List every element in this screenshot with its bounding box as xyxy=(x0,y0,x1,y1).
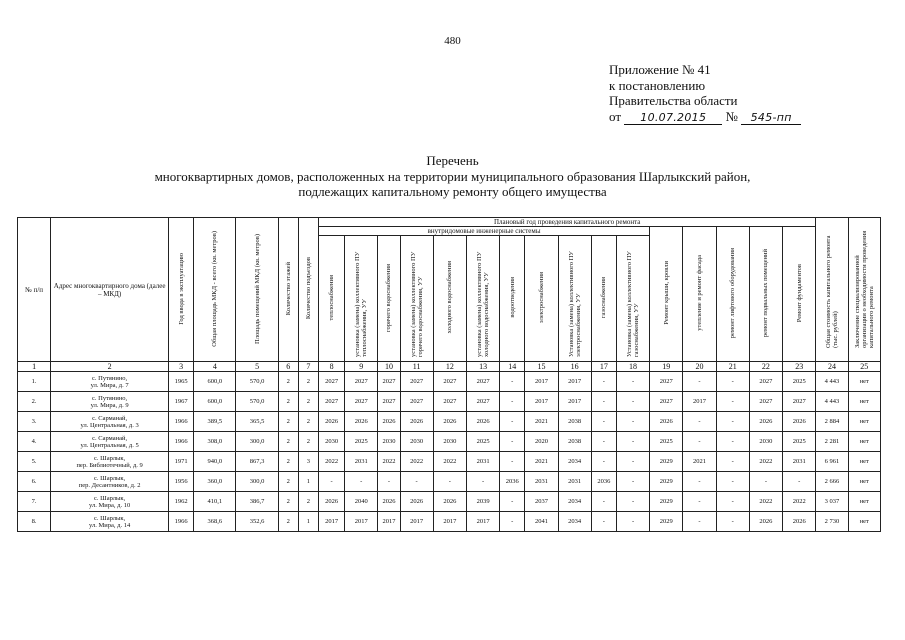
header-system: Установка (замена) коллективного ПУ электроснабжения, УУ xyxy=(558,236,591,362)
table-cell: 2027 xyxy=(318,392,344,412)
table-cell: 2021 xyxy=(683,452,716,472)
table-cell: - xyxy=(616,412,649,432)
table-cell: нет xyxy=(848,412,880,432)
address-settlement: с. Шарлык, xyxy=(94,514,126,522)
address-street: ул. Мира, д. 9 xyxy=(90,401,129,409)
table-cell: 2040 xyxy=(345,492,378,512)
row-address xyxy=(51,472,169,492)
address-street: ул. Центральная, д. 3 xyxy=(80,421,139,429)
table-cell: 2027 xyxy=(345,372,378,392)
table-cell: - xyxy=(378,472,400,492)
table-cell: - xyxy=(591,432,616,452)
appendix-title: Приложение № 41 xyxy=(609,62,711,77)
column-number: 13 xyxy=(466,362,499,372)
table-cell: 1966 xyxy=(169,412,194,432)
table-cell: 2031 xyxy=(525,472,558,492)
table-cell: 2017 xyxy=(466,512,499,532)
table-cell: - xyxy=(616,512,649,532)
table-cell: - xyxy=(716,392,749,412)
row-address xyxy=(51,452,169,472)
table-row xyxy=(18,392,881,412)
row-address xyxy=(51,372,169,392)
table-cell: - xyxy=(683,512,716,532)
table-cell: 867,3 xyxy=(236,452,278,472)
table-cell: 2 xyxy=(278,492,298,512)
row-number: 6. xyxy=(18,472,51,492)
table-cell: 308,0 xyxy=(194,432,236,452)
column-number: 12 xyxy=(433,362,466,372)
header-premises-area: Площадь помещений МКД (кв. метров) xyxy=(236,218,278,362)
table-cell: - xyxy=(683,472,716,492)
column-number: 11 xyxy=(400,362,433,372)
table-cell: 2021 xyxy=(525,452,558,472)
table-cell: 2025 xyxy=(650,432,683,452)
table-cell: 2017 xyxy=(433,512,466,532)
header-system: газоснабжения xyxy=(591,236,616,362)
table-cell: 365,5 xyxy=(236,412,278,432)
table-cell: - xyxy=(500,412,525,432)
table-cell: 2029 xyxy=(650,452,683,472)
table-cell: нет xyxy=(848,452,880,472)
table-cell: 2021 xyxy=(525,412,558,432)
row-number: 5. xyxy=(18,452,51,472)
table-cell: 2026 xyxy=(749,512,782,532)
column-number: 5 xyxy=(236,362,278,372)
table-cell: 368,6 xyxy=(194,512,236,532)
table-cell: 2022 xyxy=(749,492,782,512)
table-cell: - xyxy=(500,492,525,512)
table-cell: 2029 xyxy=(650,472,683,492)
column-number: 25 xyxy=(848,362,880,372)
table-cell: 410,1 xyxy=(194,492,236,512)
table-cell: 1956 xyxy=(169,472,194,492)
table-cell: нет xyxy=(848,432,880,452)
table-cell: 2 xyxy=(298,492,318,512)
table-cell: 2027 xyxy=(378,392,400,412)
title-line-2: многоквартирных домов, расположенных на территории муниципального образования Шарлыкский район, xyxy=(154,168,751,184)
table-cell: 2017 xyxy=(345,512,378,532)
table-cell: 2 884 xyxy=(816,412,848,432)
table-cell: 2037 xyxy=(525,492,558,512)
table-cell: 2041 xyxy=(525,512,558,532)
table-cell: 2027 xyxy=(466,392,499,412)
table-cell: - xyxy=(716,412,749,432)
table-cell: 2031 xyxy=(345,452,378,472)
column-number: 14 xyxy=(500,362,525,372)
column-number: 24 xyxy=(816,362,848,372)
table-row xyxy=(18,372,881,392)
table-cell: 389,5 xyxy=(194,412,236,432)
table-cell: - xyxy=(716,512,749,532)
table-row xyxy=(18,452,881,472)
table-cell: 2 xyxy=(278,392,298,412)
table-cell: 2027 xyxy=(400,372,433,392)
handwritten-number: 545-пп xyxy=(741,111,801,125)
table-cell: 4 443 xyxy=(816,372,848,392)
table-row xyxy=(18,412,881,432)
number-label: № xyxy=(725,108,738,124)
header-total-area: Общая площадь МКД - всего (кв. метров) xyxy=(194,218,236,362)
header-num: № п/п xyxy=(18,218,51,362)
address-settlement: с. Сарманай, xyxy=(92,434,128,442)
table-cell: 2 281 xyxy=(816,432,848,452)
header-facade: утепление и ремонт фасада xyxy=(683,227,716,362)
address-settlement: с. Шарлык, xyxy=(94,454,126,462)
column-number: 15 xyxy=(525,362,558,372)
table-cell: - xyxy=(433,472,466,492)
table-cell: 2030 xyxy=(378,432,400,452)
table-cell: 2026 xyxy=(345,412,378,432)
table-cell: - xyxy=(683,372,716,392)
table-cell: 2026 xyxy=(650,412,683,432)
table-cell: 2027 xyxy=(433,372,466,392)
row-number: 7. xyxy=(18,492,51,512)
header-planned-year: Плановый год проведения капитального ремонта xyxy=(318,218,815,227)
table-cell: - xyxy=(716,472,749,492)
table-cell: - xyxy=(783,472,816,492)
table-cell: 2022 xyxy=(433,452,466,472)
table-cell: 2027 xyxy=(749,392,782,412)
table-cell: 2026 xyxy=(433,412,466,432)
row-address xyxy=(51,392,169,412)
table-cell: - xyxy=(500,452,525,472)
header-system: установка (замена) коллективного ПУ холодного водоснабжения, УУ xyxy=(466,236,499,362)
table-cell: 600,0 xyxy=(194,372,236,392)
table-cell: 570,0 xyxy=(236,392,278,412)
table-cell: 600,0 xyxy=(194,392,236,412)
column-numbers-row xyxy=(18,362,881,372)
column-number: 21 xyxy=(716,362,749,372)
table-cell: 1965 xyxy=(169,372,194,392)
table-cell: 2029 xyxy=(650,492,683,512)
table-cell: - xyxy=(400,472,433,492)
table-cell: 2030 xyxy=(433,432,466,452)
address-street: пер. Библиотечный, д. 9 xyxy=(76,461,143,469)
column-number: 7 xyxy=(298,362,318,372)
row-number: 2. xyxy=(18,392,51,412)
table-cell: - xyxy=(616,392,649,412)
header-system: теплоснабжения xyxy=(318,236,344,362)
table-cell: 2017 xyxy=(400,512,433,532)
table-cell: 2 xyxy=(278,512,298,532)
row-number: 3. xyxy=(18,412,51,432)
table-cell: нет xyxy=(848,392,880,412)
table-cell: 2025 xyxy=(783,432,816,452)
table-cell: 1967 xyxy=(169,392,194,412)
table-cell: 2025 xyxy=(466,432,499,452)
table-cell: 2030 xyxy=(400,432,433,452)
table-cell: 1971 xyxy=(169,452,194,472)
column-number: 4 xyxy=(194,362,236,372)
table-cell: - xyxy=(500,432,525,452)
table-cell: - xyxy=(683,492,716,512)
column-number: 18 xyxy=(616,362,649,372)
table-cell: - xyxy=(591,492,616,512)
table-cell: 2026 xyxy=(433,492,466,512)
header-roof: Ремонт крыши, кровли xyxy=(650,227,683,362)
table-cell: 2027 xyxy=(318,372,344,392)
appendix-date-line xyxy=(609,109,801,125)
table-cell: 2026 xyxy=(378,492,400,512)
table-cell: - xyxy=(591,392,616,412)
table-cell: 2017 xyxy=(525,372,558,392)
table-cell: 2022 xyxy=(318,452,344,472)
table-cell: 300,0 xyxy=(236,472,278,492)
table-cell: 2027 xyxy=(345,392,378,412)
table-cell: 2026 xyxy=(749,412,782,432)
address-street: ул. Мира, д. 14 xyxy=(89,521,131,529)
table-cell: 2034 xyxy=(558,492,591,512)
table-cell: 2022 xyxy=(783,492,816,512)
table-cell: 3 xyxy=(298,452,318,472)
table-cell: 2017 xyxy=(378,512,400,532)
header-engineering: внутридомовые инженерные системы xyxy=(318,227,649,236)
appendix-block xyxy=(609,62,801,125)
table-cell: 570,0 xyxy=(236,372,278,392)
address-settlement: с. Шарлык, xyxy=(94,494,126,502)
table-cell: 2031 xyxy=(558,472,591,492)
address-street: пер. Десантников, д. 2 xyxy=(78,481,141,489)
table-cell: 2027 xyxy=(466,372,499,392)
column-number: 19 xyxy=(650,362,683,372)
appendix-government-label: Правительства области xyxy=(609,93,738,108)
table-cell: 6 961 xyxy=(816,452,848,472)
address-settlement: с. Путянино, xyxy=(92,394,128,402)
table-cell: 2030 xyxy=(749,432,782,452)
table-cell: 2030 xyxy=(318,432,344,452)
table-cell: 2034 xyxy=(558,452,591,472)
table-cell: 2038 xyxy=(558,412,591,432)
column-number: 6 xyxy=(278,362,298,372)
row-address xyxy=(51,412,169,432)
header-elevator: ремонт лифтового оборудования xyxy=(716,227,749,362)
table-cell: 4 443 xyxy=(816,392,848,412)
table-cell: 2026 xyxy=(400,412,433,432)
address-settlement: с. Шарлык, xyxy=(94,474,126,482)
table-row xyxy=(18,472,881,492)
table-cell: 2 xyxy=(278,452,298,472)
table-cell: 2 xyxy=(278,432,298,452)
header-floors: Количество этажей xyxy=(278,218,298,362)
table-cell: - xyxy=(616,372,649,392)
table-cell: - xyxy=(616,492,649,512)
table-cell: - xyxy=(500,372,525,392)
column-number: 16 xyxy=(558,362,591,372)
table-cell: 386,7 xyxy=(236,492,278,512)
table-cell: 2017 xyxy=(318,512,344,532)
table-cell: 2 xyxy=(298,372,318,392)
table-cell: - xyxy=(591,412,616,432)
table-cell: - xyxy=(683,412,716,432)
table-cell: - xyxy=(591,452,616,472)
table-cell: 2 xyxy=(298,412,318,432)
table-cell: 1962 xyxy=(169,492,194,512)
table-cell: 940,0 xyxy=(194,452,236,472)
table-cell: 2026 xyxy=(783,512,816,532)
table-cell: - xyxy=(466,472,499,492)
table-cell: - xyxy=(716,432,749,452)
header-basement: ремонт подвальных помещений xyxy=(749,227,782,362)
address-street: ул. Мира, д. 7 xyxy=(90,381,129,389)
column-number: 20 xyxy=(683,362,716,372)
table-cell: 2027 xyxy=(783,392,816,412)
table-cell: 2022 xyxy=(400,452,433,472)
table-cell: - xyxy=(749,472,782,492)
table-cell: - xyxy=(591,372,616,392)
document-title xyxy=(0,153,905,200)
row-address xyxy=(51,492,169,512)
column-number: 17 xyxy=(591,362,616,372)
table-cell: 2 xyxy=(298,432,318,452)
table-body xyxy=(18,372,881,532)
table-cell: 2039 xyxy=(466,492,499,512)
handwritten-date: 10.07.2015 xyxy=(624,111,722,125)
table-cell: - xyxy=(716,492,749,512)
table-cell: - xyxy=(683,432,716,452)
header-address: Адрес многоквартирного дома (далее – МКД) xyxy=(51,218,169,362)
table-row xyxy=(18,432,881,452)
table-cell: 3 037 xyxy=(816,492,848,512)
table-cell: 2026 xyxy=(318,412,344,432)
table-cell: 300,0 xyxy=(236,432,278,452)
table-cell: 2029 xyxy=(650,512,683,532)
row-number: 8. xyxy=(18,512,51,532)
table-cell: 2 730 xyxy=(816,512,848,532)
row-number: 4. xyxy=(18,432,51,452)
table-cell: 1 xyxy=(298,472,318,492)
table-cell: 1966 xyxy=(169,512,194,532)
table-cell: 2026 xyxy=(400,492,433,512)
table-cell: 2026 xyxy=(318,492,344,512)
table-cell: 2022 xyxy=(378,452,400,472)
row-address xyxy=(51,432,169,452)
buildings-table xyxy=(17,217,881,532)
column-number: 3 xyxy=(169,362,194,372)
column-number: 1 xyxy=(18,362,51,372)
table-cell: 2031 xyxy=(783,452,816,472)
table-cell: нет xyxy=(848,512,880,532)
table-cell: 2017 xyxy=(525,392,558,412)
title-line-1: Перечень xyxy=(426,153,479,168)
table-cell: 2025 xyxy=(345,432,378,452)
address-settlement: с. Сарманай, xyxy=(92,414,128,422)
table-cell: - xyxy=(591,512,616,532)
header-system: холодного водоснабжения xyxy=(433,236,466,362)
table-cell: 2 xyxy=(278,412,298,432)
table-cell: нет xyxy=(848,472,880,492)
address-street: ул. Мира, д. 10 xyxy=(89,501,131,509)
table-cell: 2 xyxy=(278,472,298,492)
table-cell: нет xyxy=(848,492,880,512)
table-cell: 2036 xyxy=(591,472,616,492)
column-number: 22 xyxy=(749,362,782,372)
table-cell: 2 xyxy=(278,372,298,392)
table-cell: - xyxy=(716,452,749,472)
table-cell: 2034 xyxy=(558,512,591,532)
table-cell: - xyxy=(616,452,649,472)
table-cell: 2027 xyxy=(400,392,433,412)
table-cell: 2027 xyxy=(378,372,400,392)
table-cell: - xyxy=(500,512,525,532)
table-cell: 1 xyxy=(298,512,318,532)
table-row xyxy=(18,512,881,532)
column-number: 10 xyxy=(378,362,400,372)
page-number: 480 xyxy=(444,35,461,47)
table-cell: 2027 xyxy=(433,392,466,412)
table-cell: 2038 xyxy=(558,432,591,452)
header-foundation: Ремонт фундаментов xyxy=(783,227,816,362)
table-cell: 360,0 xyxy=(194,472,236,492)
header-year: Год ввода в эксплуатацию xyxy=(169,218,194,362)
table-cell: 2017 xyxy=(683,392,716,412)
header-system: установка (замена) коллективного ПУ теплоснабжения, УУ xyxy=(345,236,378,362)
row-address xyxy=(51,512,169,532)
table-cell: 2026 xyxy=(466,412,499,432)
header-system: Установка (замена) коллективного ПУ газоснабжения, УУ xyxy=(616,236,649,362)
table-cell: 2026 xyxy=(378,412,400,432)
column-number: 23 xyxy=(783,362,816,372)
table-cell: 2 xyxy=(298,392,318,412)
table-cell: - xyxy=(616,472,649,492)
appendix-resolution-label: к постановлению xyxy=(609,77,706,93)
header-conclusion: Заключение специализированной организации о необходимости проведения капитального ремонта xyxy=(848,218,880,362)
title-line-3: подлежащих капитальному ремонту общего имущества xyxy=(298,184,607,199)
column-number: 2 xyxy=(51,362,169,372)
table-cell: 2027 xyxy=(650,372,683,392)
from-label: от xyxy=(609,108,622,124)
table-cell: 2020 xyxy=(525,432,558,452)
address-settlement: с. Путянино, xyxy=(92,374,128,382)
table-cell: - xyxy=(716,372,749,392)
header-cost: Общая стоимость капитального ремонта (тыс. рублей) xyxy=(816,218,848,362)
header-system: горячего водоснабжения xyxy=(378,236,400,362)
table-cell: - xyxy=(500,392,525,412)
table-cell: 2027 xyxy=(650,392,683,412)
table-row xyxy=(18,492,881,512)
table-cell: 2 666 xyxy=(816,472,848,492)
table-cell: 2017 xyxy=(558,392,591,412)
column-number: 8 xyxy=(318,362,344,372)
header-system: водоотведения xyxy=(500,236,525,362)
table-cell: 1966 xyxy=(169,432,194,452)
column-number: 9 xyxy=(345,362,378,372)
table-cell: 2022 xyxy=(749,452,782,472)
table-cell: 352,6 xyxy=(236,512,278,532)
table-cell: 2025 xyxy=(783,372,816,392)
table-cell: 2027 xyxy=(749,372,782,392)
table-cell: 2026 xyxy=(783,412,816,432)
table-cell: 2031 xyxy=(466,452,499,472)
header-entrances: Количество подъездов xyxy=(298,218,318,362)
table-cell: 2017 xyxy=(558,372,591,392)
table-cell: нет xyxy=(848,372,880,392)
table-cell: - xyxy=(345,472,378,492)
table-cell: 2036 xyxy=(500,472,525,492)
row-number: 1. xyxy=(18,372,51,392)
header-system: установка (замена) коллективного ПУ горячего водоснабжения, УУ xyxy=(400,236,433,362)
address-street: ул. Центральная, д. 5 xyxy=(80,441,139,449)
table-cell: - xyxy=(616,432,649,452)
table-cell: - xyxy=(318,472,344,492)
header-system: электроснабжения xyxy=(525,236,558,362)
